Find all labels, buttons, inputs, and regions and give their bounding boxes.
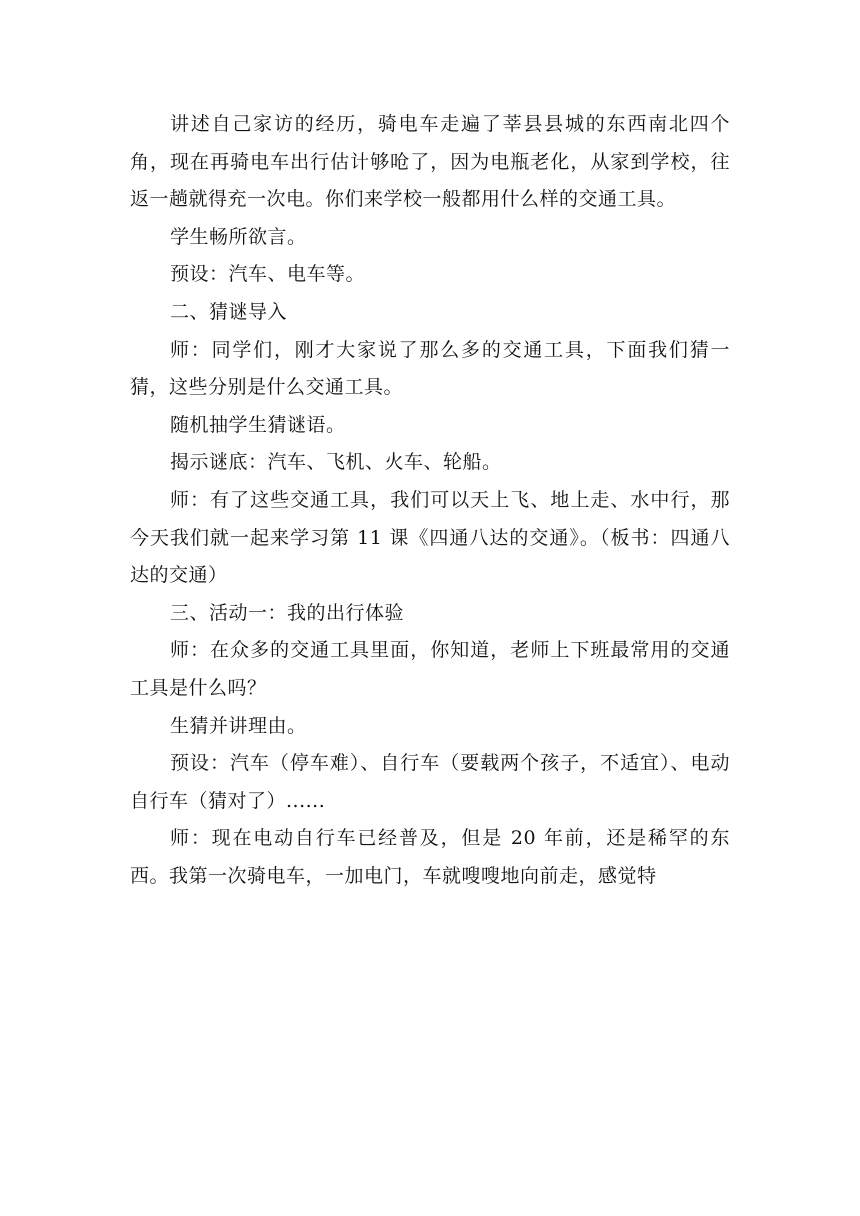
- paragraph-students-speak: 学生畅所欲言。: [170, 225, 307, 248]
- paragraph-teacher-question: 师：在众多的交通工具里面，你知道，老师上下班最常用的交通工具是什么吗？: [130, 639, 730, 699]
- paragraph-home-visit: 讲述自己家访的经历，骑电车走遍了莘县县城的东西南北四个角，现在再骑电车出行估计够呛了，因为电瓶老化，从家到学校，往返一趟就得充一次电。你们来学校一般都用什么样的交通工具。: [130, 113, 730, 211]
- paragraph-students-guess: 生猜并讲理由。: [170, 714, 307, 737]
- paragraph-teacher-riddle: 师：同学们，刚才大家说了那么多的交通工具，下面我们猜一猜，这些分别是什么交通工具。: [130, 338, 730, 399]
- section-heading-riddle: 二、猜谜导入: [170, 300, 288, 323]
- paragraph-preset-answers: 预设：汽车（停车难）、自行车（要载两个孩子，不适宜）、电动自行车（猜对了）......: [130, 752, 730, 812]
- paragraph-riddle-answers: 揭示谜底：汽车、飞机、火车、轮船。: [170, 451, 502, 474]
- document-body: [130, 106, 730, 895]
- paragraph-lesson-intro: 师：有了这些交通工具，我们可以天上飞、地上走、水中行，那今天我们就一起来学习第 11 课《四通八达的交通》。（板书：四通八达的交通）: [130, 488, 730, 587]
- paragraph-preset-vehicles: 预设：汽车、电车等。: [170, 263, 366, 286]
- paragraph-random-guess: 随机抽学生猜谜语。: [170, 413, 346, 436]
- paragraph-electric-bike-story: 师：现在电动自行车已经普及，但是 20 年前，还是稀罕的东西。我第一次骑电车，一加电门，车就嗖嗖地向前走，感觉特: [130, 827, 730, 887]
- section-heading-activity-one: 三、活动一：我的出行体验: [170, 601, 405, 624]
